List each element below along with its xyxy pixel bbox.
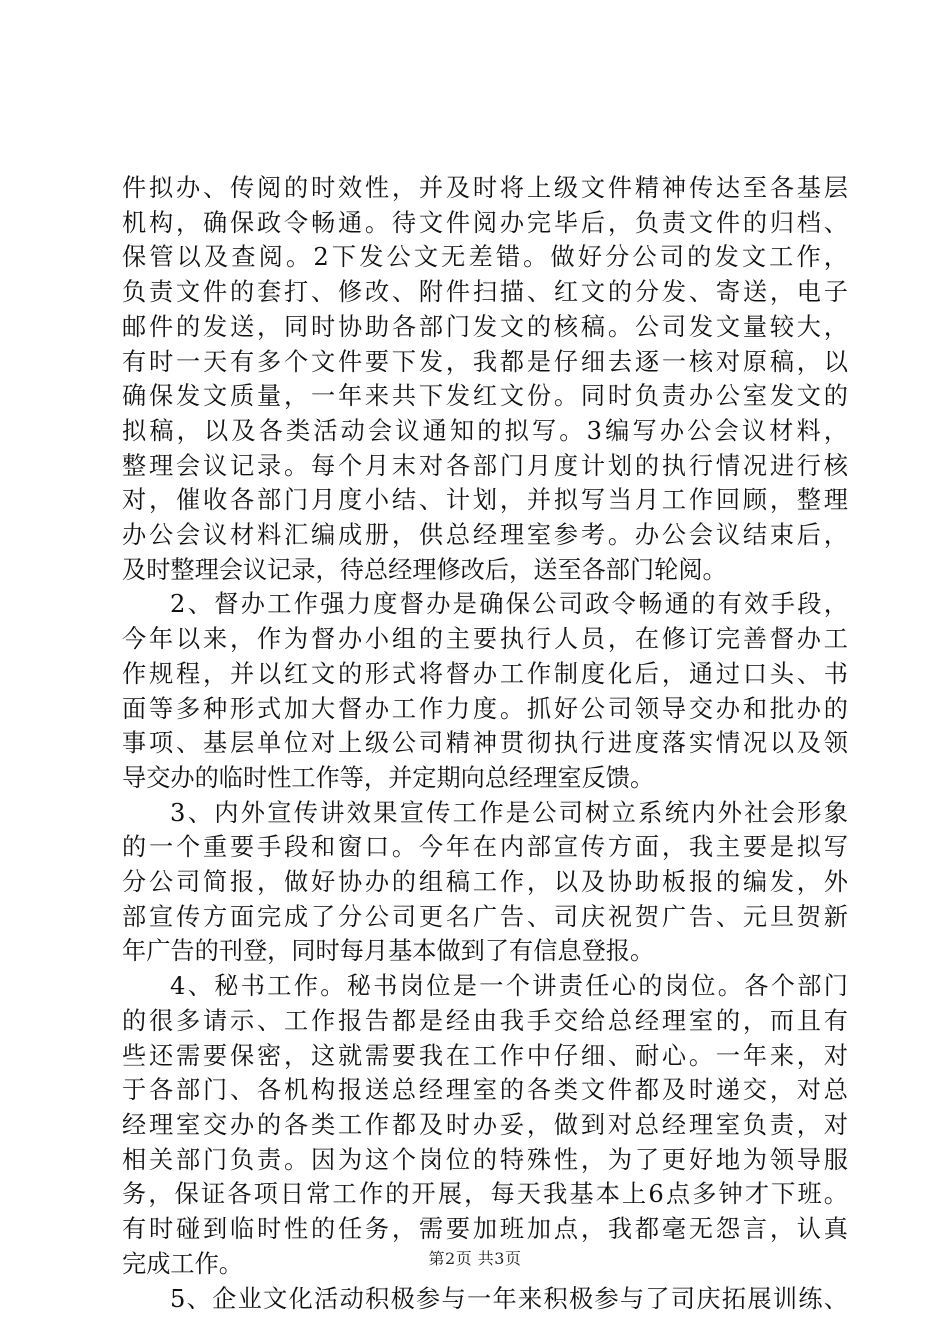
body-text — [122, 171, 848, 1316]
text-line: 部宣传方面完成了分公司更名广告、司庆祝贺广告、元旦贺新 — [122, 902, 848, 931]
text-line: 4、秘书工作。秘书岗位是一个讲责任心的岗位。各个部门 — [170, 972, 848, 1001]
text-line: 机构，确保政令畅通。待文件阅办完毕后，负责文件的归档、 — [122, 208, 848, 237]
text-line: 邮件的发送，同时协助各部门发文的核稿。公司发文量较大， — [122, 312, 848, 341]
text-line: 有时碰到临时性的任务，需要加班加点，我都毫无怨言，认真 — [122, 1215, 848, 1244]
text-line: 负责文件的套打、修改、附件扫描、红文的分发、寄送，电子 — [122, 278, 848, 307]
text-line: 于各部门、各机构报送总经理室的各类文件都及时递交，对总 — [122, 1076, 848, 1105]
text-line: 件拟办、传阅的时效性，并及时将上级文件精神传达至各基层 — [122, 174, 848, 202]
paragraph — [122, 171, 848, 587]
text-line: 2、督办工作强力度督办是确保公司政令畅通的有效手段， — [170, 590, 848, 619]
text-line: 拟稿，以及各类活动会议通知的拟写。3编写办公会议材料， — [122, 416, 848, 445]
text-line: 分公司简报，做好协办的组稿工作，以及协助板报的编发，外 — [122, 868, 848, 897]
text-line: 导交办的临时性工作等，并定期向总经理室反馈。 — [122, 763, 655, 792]
text-line: 及时整理会议记录，待总经理修改后，送至各部门轮阅。 — [122, 555, 727, 584]
text-line: 相关部门负责。因为这个岗位的特殊性，为了更好地为领导服 — [122, 1145, 848, 1174]
text-line: 年广告的刊登，同时每月基本做到了有信息登报。 — [122, 937, 655, 966]
text-line: 对，催收各部门月度小结、计划，并拟写当月工作回顾，整理 — [122, 486, 848, 515]
text-line: 5、企业文化活动积极参与一年来积极参与了司庆拓展训练、 — [170, 1284, 848, 1313]
text-line: 事项、基层单位对上级公司精神贯彻执行进度落实情况以及领 — [122, 729, 848, 758]
text-line: 些还需要保密，这就需要我在工作中仔细、耐心。一年来，对 — [122, 1041, 848, 1070]
text-line: 3、内外宣传讲效果宣传工作是公司树立系统内外社会形象 — [170, 798, 848, 827]
text-line: 务，保证各项日常工作的开展，每天我基本上6点多钟才下班。 — [122, 1180, 848, 1209]
text-line: 完成工作。 — [122, 1249, 243, 1278]
text-line: 作规程，并以红文的形式将督办工作制度化后，通过口头、书 — [122, 659, 848, 688]
paragraph — [122, 1282, 848, 1317]
text-line: 有时一天有多个文件要下发，我都是仔细去逐一核对原稿，以 — [122, 347, 848, 376]
text-line: 面等多种形式加大督办工作力度。抓好公司领导交办和批办的 — [122, 694, 848, 723]
text-line: 办公会议材料汇编成册，供总经理室参考。办公会议结束后， — [122, 521, 848, 550]
text-line: 的一个重要手段和窗口。今年在内部宣传方面，我主要是拟写 — [122, 833, 848, 862]
text-line: 今年以来，作为督办小组的主要执行人员，在修订完善督办工 — [122, 625, 848, 654]
text-line: 确保发文质量，一年来共下发红文份。同时负责办公室发文的 — [122, 382, 848, 411]
paragraph — [122, 969, 848, 1281]
text-line: 整理会议记录。每个月末对各部门月度计划的执行情况进行核 — [122, 451, 848, 480]
page-footer: 第2页 共3页 — [428, 1249, 522, 1268]
text-line: 保管以及查阅。2下发公文无差错。做好分公司的发文工作， — [122, 243, 848, 272]
paragraph — [122, 796, 848, 970]
paragraph — [122, 587, 848, 795]
text-line: 经理室交办的各类工作都及时办妥，做到对总经理室负责，对 — [122, 1110, 848, 1139]
text-line: 的很多请示、工作报告都是经由我手交给总经理室的，而且有 — [122, 1006, 848, 1035]
